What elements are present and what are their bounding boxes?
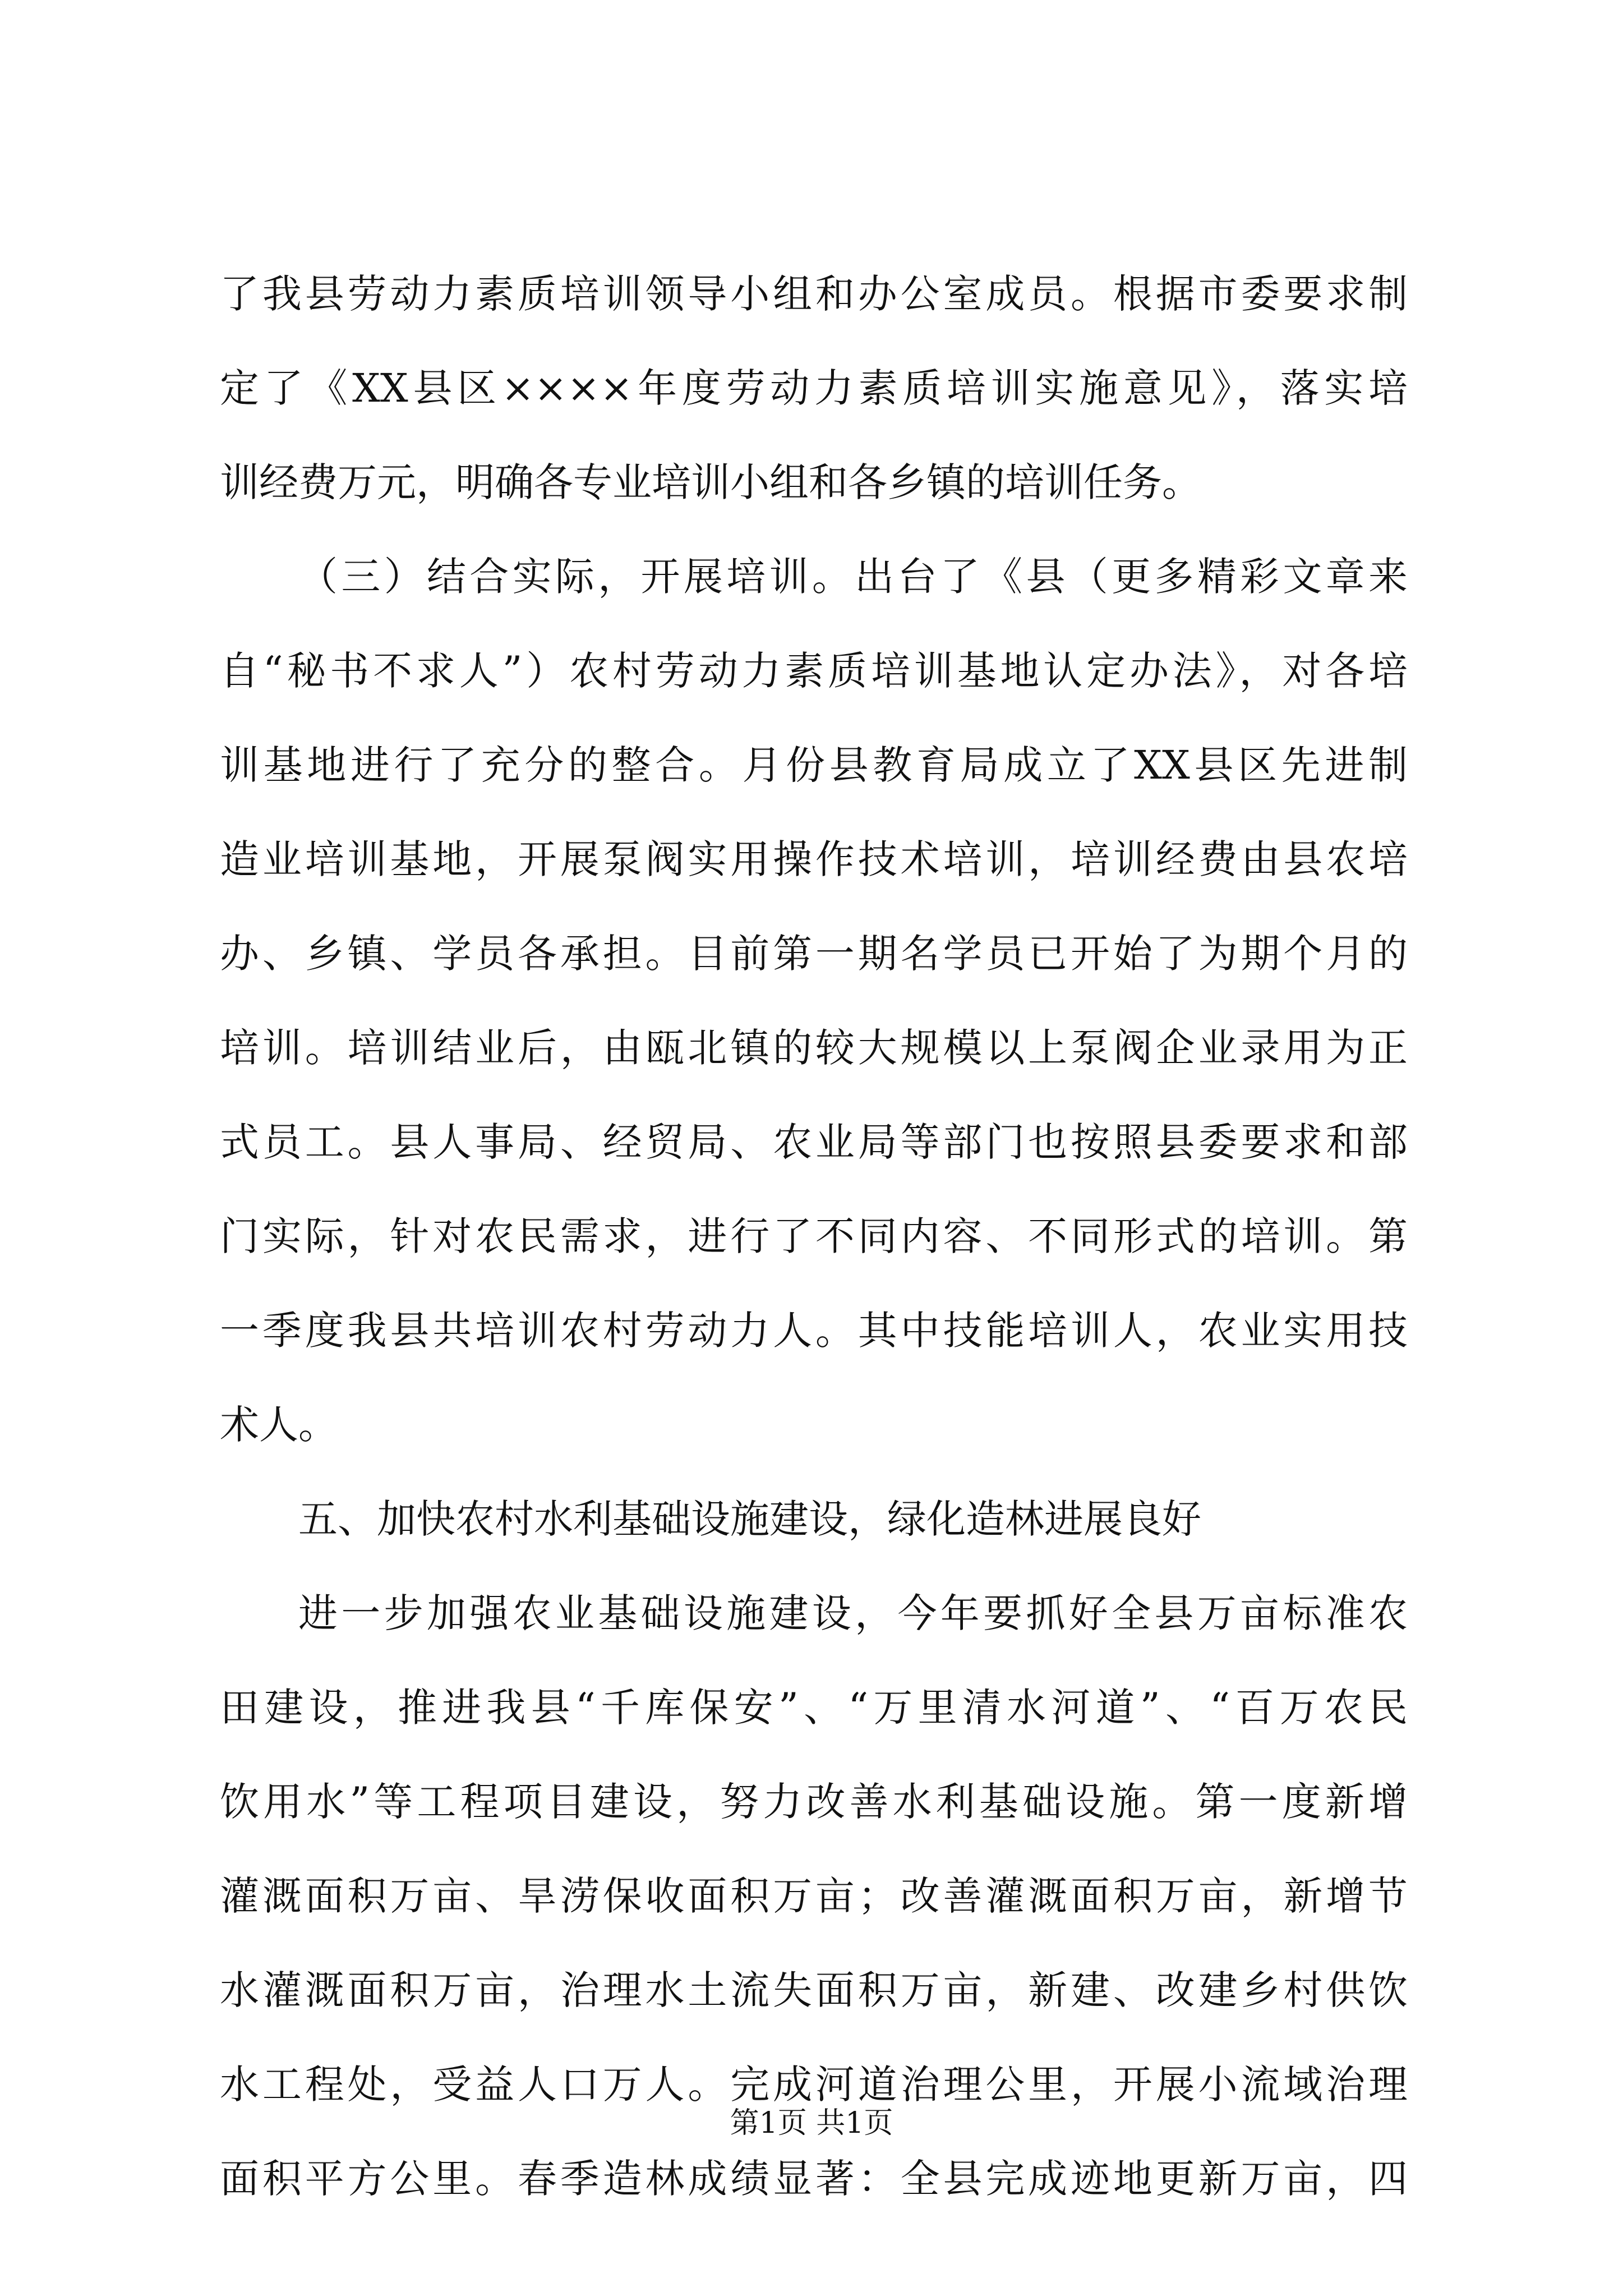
text-line: 灌溉面积万亩、旱涝保收面积万亩；改善灌溉面积万亩，新增节 — [220, 1873, 1408, 1919]
text-line: 办、乡镇、学员各承担。目前第一期名学员已开始了为期个月的 — [220, 931, 1408, 977]
text-line: （三）结合实际，开展培训。出台了《县（更多精彩文章来 — [298, 554, 1408, 600]
text-line: 培训。培训结业后，由瓯北镇的较大规模以上泵阀企业录用为正 — [220, 1025, 1408, 1071]
text-line: 了我县劳动力素质培训领导小组和办公室成员。根据市委要求制 — [220, 271, 1408, 317]
text-line: 田建设，推进我县“千库保安”、“万里清水河道”、“百万农民 — [220, 1685, 1408, 1731]
text-line: 式员工。县人事局、经贸局、农业局等部门也按照县委要求和部 — [220, 1119, 1408, 1165]
document-body — [220, 247, 1408, 2226]
text-line: 进一步加强农业基础设施建设，今年要抓好全县万亩标准农 — [298, 1590, 1408, 1636]
text-line: 面积平方公里。春季造林成绩显著：全县完成迹地更新万亩，四 — [220, 2156, 1408, 2202]
text-line: 门实际，针对农民需求，进行了不同内容、不同形式的培训。第 — [220, 1213, 1408, 1259]
text-line: 术人。 — [220, 1402, 338, 1448]
text-line: 一季度我县共培训农村劳动力人。其中技能培训人，农业实用技 — [220, 1308, 1408, 1354]
text-line: 水工程处，受益人口万人。完成河道治理公里，开展小流域治理 — [220, 2062, 1408, 2108]
section-heading: 五、加快农村水利基础设施建设，绿化造林进展良好 — [298, 1496, 1201, 1542]
text-line: 造业培训基地，开展泵阀实用操作技术培训，培训经费由县农培 — [220, 836, 1408, 882]
text-line: 水灌溉面积万亩，治理水土流失面积万亩，新建、改建乡村供饮 — [220, 1967, 1408, 2013]
text-line: 定了《XX县区××××年度劳动力素质培训实施意见》，落实培 — [220, 365, 1408, 411]
text-line: 饮用水”等工程项目建设，努力改善水利基础设施。第一度新增 — [220, 1779, 1408, 1825]
text-line: 训经费万元，明确各专业培训小组和各乡镇的培训任务。 — [220, 459, 1201, 505]
text-line: 自“秘书不求人”）农村劳动力素质培训基地认定办法》，对各培 — [220, 648, 1408, 694]
text-line: 训基地进行了充分的整合。月份县教育局成立了XX县区先进制 — [220, 742, 1408, 788]
page-footer: 第1页 共1页 — [730, 2106, 893, 2140]
